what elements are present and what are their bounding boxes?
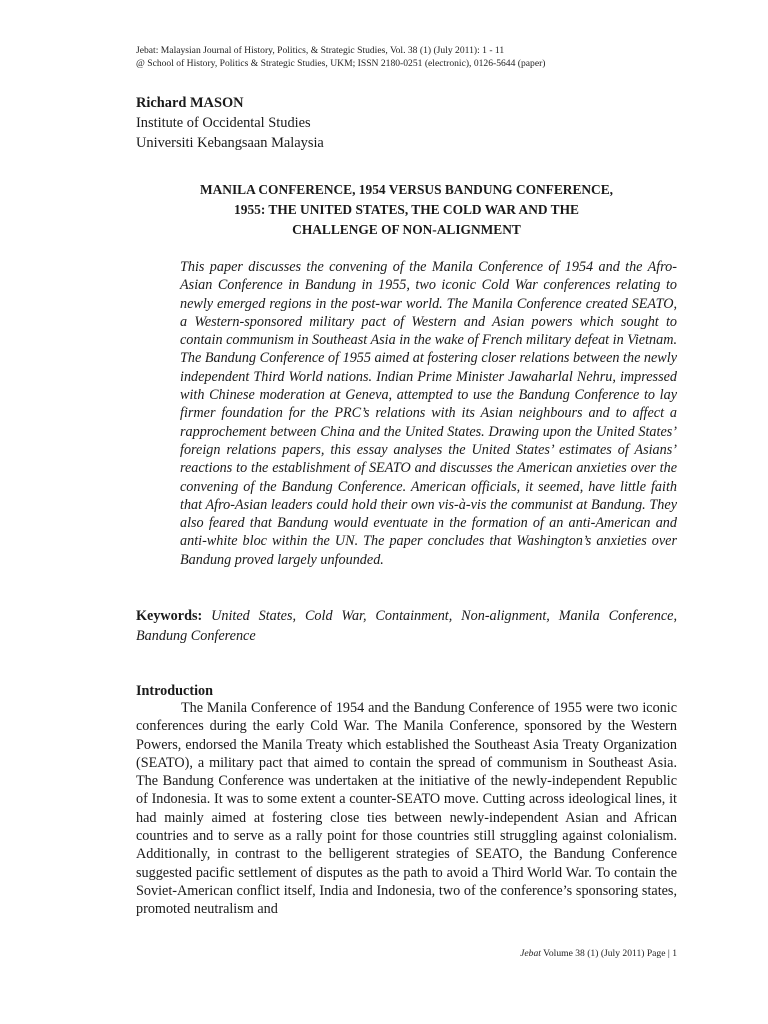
journal-citation-line: Jebat: Malaysian Journal of History, Politics, & Strategic Studies, Vol. 38 (1) (July 2011): 1 - 11 <box>136 45 505 56</box>
author-block <box>136 93 696 153</box>
author-university: Universiti Kebangsaan Malaysia <box>136 135 324 151</box>
abstract-text: This paper discusses the convening of the Manila Conference of 1954 and the Afro-Asian Conference in Bandung in 1955, two iconic Cold War conferences relating to newly emerged regions in the post-war world. The Manila Conference created SEATO, a Western-sponsored military pact of Western and Asian powers which sought to contain communism in Southeast Asia in the wake of French military defeat in Vietnam. The Bandung Conference of 1955 aimed at fostering closer relations between the newly independent Third World nations. Indian Prime Minister Jawaharlal Nehru, impressed with Chinese moderation at Geneva, attempted to use the Bandung Conference to lay firmer foundation for the PRC’s relations with its Asian neighbours and to affect a rapprochement between China and the United States. Drawing upon the United States’ foreign relations papers, this essay analyses the United States’ estimates of Asians’ reactions to the establishment of SEATO and discusses the American anxieties over the convening of the Bandung Conference. American officials, it seemed, have little faith that Afro-Asian leaders could hold their own vis-à-vis the communist at Bandung. They also feared that Bandung would eventuate in the formation of an anti-American and anti-white bloc within the UN. The paper concludes that Washington’s anxieties over Bandung proved largely unfounded. <box>180 259 678 568</box>
paper-title <box>136 180 677 240</box>
introduction-paragraph: The Manila Conference of 1954 and the Bandung Conference of 1955 were two iconic conferences during the early Cold War. The Manila Conference, sponsored by the Western Powers, endorsed the Manila Treaty which established the Southeast Asia Treaty Organization (SEATO), a military pact that aimed to contain the spread of communism in Southeast Asia. The Bandung Conference was undertaken at the initiative of the newly-independent Republic of Indonesia. It was to some extent a counter-SEATO move. Cutting across ideological lines, it had mainly aimed at fostering close ties between newly-independent Asian and African countries and to serve as a rally point for those countries still struggling against colonialism. Additionally, in contrast to the belligerent strategies of SEATO, the Bandung Conference suggested pacific settlement of disputes as the path to avoid a Third World War. To contain the Soviet-American conflict itself, India and Indonesia, two of the conference’s sponsoring states, promoted neutralism and <box>136 700 677 918</box>
footer-volume-info: Volume 38 (1) (July 2011) Page | 1 <box>543 948 677 959</box>
author-institute: Institute of Occidental Studies <box>136 115 311 131</box>
keywords-list: United States, Cold War, Containment, Non-alignment, Manila Conference, Bandung Conference <box>136 608 678 644</box>
keywords-block <box>136 606 677 646</box>
title-line-3: CHALLENGE OF NON-ALIGNMENT <box>292 222 521 237</box>
title-line-1: MANILA CONFERENCE, 1954 VERSUS BANDUNG CONFERENCE, <box>199 182 614 197</box>
author-name: Richard MASON <box>136 95 244 111</box>
section-heading-introduction: Introduction <box>136 683 213 699</box>
journal-issn-line: @ School of History, Politics & Strategic Studies, UKM; ISSN 2180-0251 (electronic), 0126-5644 (paper) <box>136 58 546 69</box>
title-line-2: 1955: THE UNITED STATES, THE COLD WAR AND THE <box>234 202 579 217</box>
keywords-label: Keywords: <box>136 608 203 624</box>
journal-header <box>136 44 696 70</box>
page-footer <box>136 948 677 960</box>
footer-journal-name: Jebat <box>520 948 541 959</box>
